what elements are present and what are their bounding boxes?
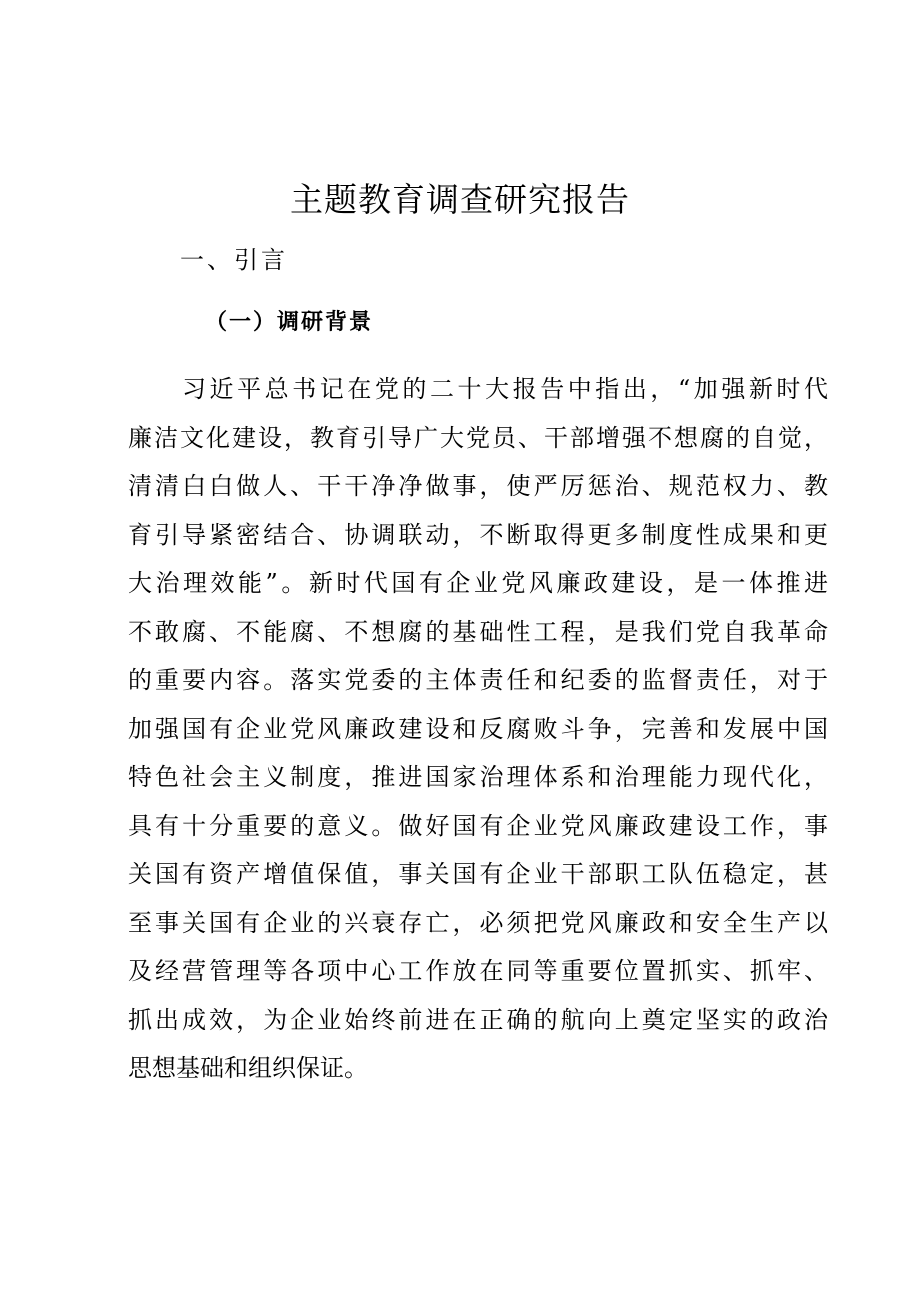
- paragraph-line: 习近平总书记在党的二十大报告中指出，“加强新时代: [182, 375, 828, 403]
- paragraph-line: 具有十分重要的意义。做好国有企业党风廉政建设工作，事: [128, 811, 828, 840]
- section-heading: 一、引言: [180, 246, 288, 274]
- paragraph-line: 抓出成效，为企业始终前进在正确的航向上奠定坚实的政治: [128, 1005, 828, 1034]
- paragraph-line: 加强国有企业党风廉政建设和反腐败斗争，完善和发展中国: [128, 714, 828, 743]
- body-paragraph: [128, 365, 828, 1093]
- paragraph-line: 廉洁文化建设，教育引导广大党员、干部增强不想腐的自觉，: [128, 423, 828, 452]
- paragraph-line: 思想基础和组织保证。: [128, 1054, 368, 1082]
- paragraph-line: 育引导紧密结合、协调联动，不断取得更多制度性成果和更: [128, 520, 828, 549]
- paragraph-line: 及经营管理等各项中心工作放在同等重要位置抓实、抓牢、: [128, 957, 828, 985]
- paragraph-line: 不敢腐、不能腐、不想腐的基础性工程，是我们党自我革命: [128, 617, 828, 646]
- document-title: 主题教育调查研究报告: [290, 180, 630, 219]
- paragraph-line: 至事关国有企业的兴衰存亡，必须把党风廉政和安全生产以: [128, 908, 828, 937]
- paragraph-line: 的重要内容。落实党委的主体责任和纪委的监督责任，对于: [128, 666, 828, 694]
- paragraph-line: 大治理效能”。新时代国有企业党风廉政建设，是一体推进: [128, 569, 828, 597]
- subsection-heading: （一）调研背景: [205, 310, 374, 335]
- paragraph-line: 关国有资产增值保值，事关国有企业干部职工队伍稳定，甚: [128, 860, 828, 888]
- paragraph-line: 清清白白做人、干干净净做事，使严厉惩治、规范权力、教: [128, 472, 828, 500]
- paragraph-line: 特色社会主义制度，推进国家治理体系和治理能力现代化，: [128, 763, 828, 791]
